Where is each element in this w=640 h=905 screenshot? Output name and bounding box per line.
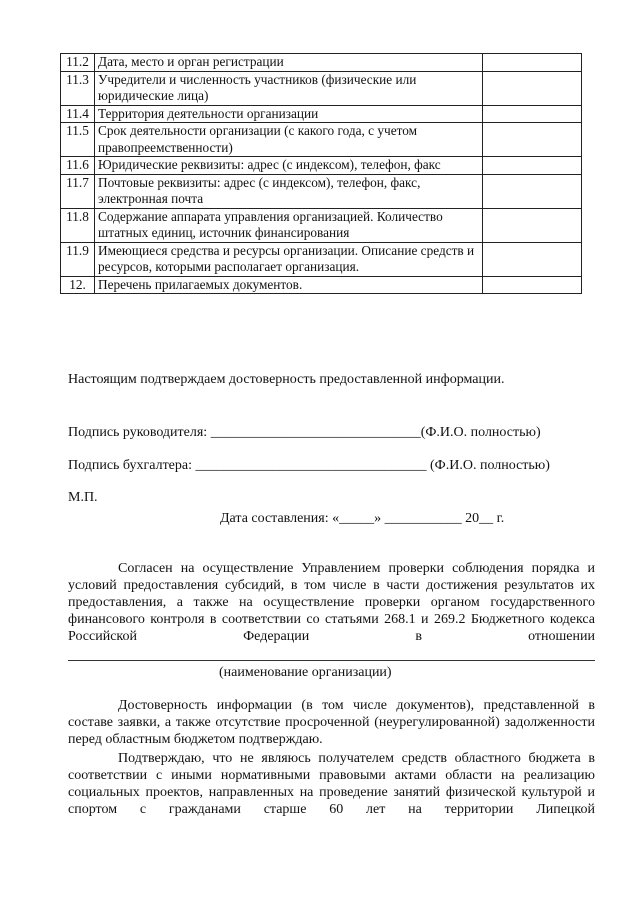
row-value-cell[interactable] <box>483 208 582 242</box>
consent-text: Согласен на осуществление Управлением проверки соблюдения порядка и условий предоставления субсидий, в том числе в части достижения результатов их предоставления, а также на осуществление проверки органом государственного финансового контроля в соответствии со статьями 268.1 и 269.2 Бюджетного кодекса Российской Федерации в отношении <box>68 561 595 644</box>
not-recipient-paragraph <box>68 750 595 818</box>
row-description: Учредители и численность участников (физические или юридические лица) <box>95 71 483 105</box>
row-value-cell[interactable] <box>483 123 582 157</box>
row-number: 11.3 <box>61 71 95 105</box>
row-description: Перечень прилагаемых документов. <box>95 276 483 294</box>
head-signature-line[interactable]: Подпись руководителя: ______________________________(Ф.И.О. полностью) <box>68 425 541 440</box>
row-number: 11.4 <box>61 105 95 123</box>
row-number: 11.2 <box>61 54 95 72</box>
row-value-cell[interactable] <box>483 242 582 276</box>
stamp-placeholder: М.П. <box>68 490 98 505</box>
not-recipient-text: Подтверждаю, что не являюсь получателем средств областного бюджета в соответствии с иными нормативными правовыми актами области на реализацию социальных проектов, направленных на проведение занятий физической культурой и спортом с гражданами старше 60 лет на территории Липецкой <box>68 751 595 817</box>
reliability-paragraph <box>68 697 595 748</box>
table-row <box>61 157 582 175</box>
row-value-cell[interactable] <box>483 174 582 208</box>
table-row <box>61 105 582 123</box>
row-value-cell[interactable] <box>483 276 582 294</box>
row-description: Юридические реквизиты: адрес (с индексом), телефон, факс <box>95 157 483 175</box>
row-description: Территория деятельности организации <box>95 105 483 123</box>
row-number: 11.9 <box>61 242 95 276</box>
reliability-text: Достоверность информации (в том числе документов), представленной в составе заявки, а также отсутствие просроченной (неурегулированной) задолженности перед областным бюджетом подтверждаю. <box>68 698 595 747</box>
row-description: Дата, место и орган регистрации <box>95 54 483 72</box>
row-number: 11.8 <box>61 208 95 242</box>
row-value-cell[interactable] <box>483 54 582 72</box>
table-row <box>61 123 582 157</box>
row-value-cell[interactable] <box>483 157 582 175</box>
table-row <box>61 242 582 276</box>
row-number: 11.6 <box>61 157 95 175</box>
table-row <box>61 174 582 208</box>
row-description: Имеющиеся средства и ресурсы организации. Описание средств и ресурсов, которыми располагает организация. <box>95 242 483 276</box>
row-value-cell[interactable] <box>483 71 582 105</box>
organization-name-line[interactable] <box>68 660 595 661</box>
table-row <box>61 54 582 72</box>
consent-paragraph <box>68 560 595 645</box>
row-description: Почтовые реквизиты: адрес (с индексом), телефон, факс, электронная почта <box>95 174 483 208</box>
row-number: 12. <box>61 276 95 294</box>
registration-info-table <box>60 53 582 294</box>
row-number: 11.7 <box>61 174 95 208</box>
row-description: Содержание аппарата управления организацией. Количество штатных единиц, источник финансирования <box>95 208 483 242</box>
table-row <box>61 276 582 294</box>
row-description: Срок деятельности организации (с какого года, с учетом правопреемственности) <box>95 123 483 157</box>
organization-name-caption: (наименование организации) <box>219 665 392 680</box>
date-of-compilation-line[interactable]: Дата составления: «_____» ___________ 20__ г. <box>220 511 505 526</box>
row-value-cell[interactable] <box>483 105 582 123</box>
table-row <box>61 71 582 105</box>
table-row <box>61 208 582 242</box>
row-number: 11.5 <box>61 123 95 157</box>
confirmation-statement: Настоящим подтверждаем достоверность предоставленной информации. <box>68 372 505 387</box>
accountant-signature-line[interactable]: Подпись бухгалтера: _________________________________ (Ф.И.О. полностью) <box>68 458 550 473</box>
